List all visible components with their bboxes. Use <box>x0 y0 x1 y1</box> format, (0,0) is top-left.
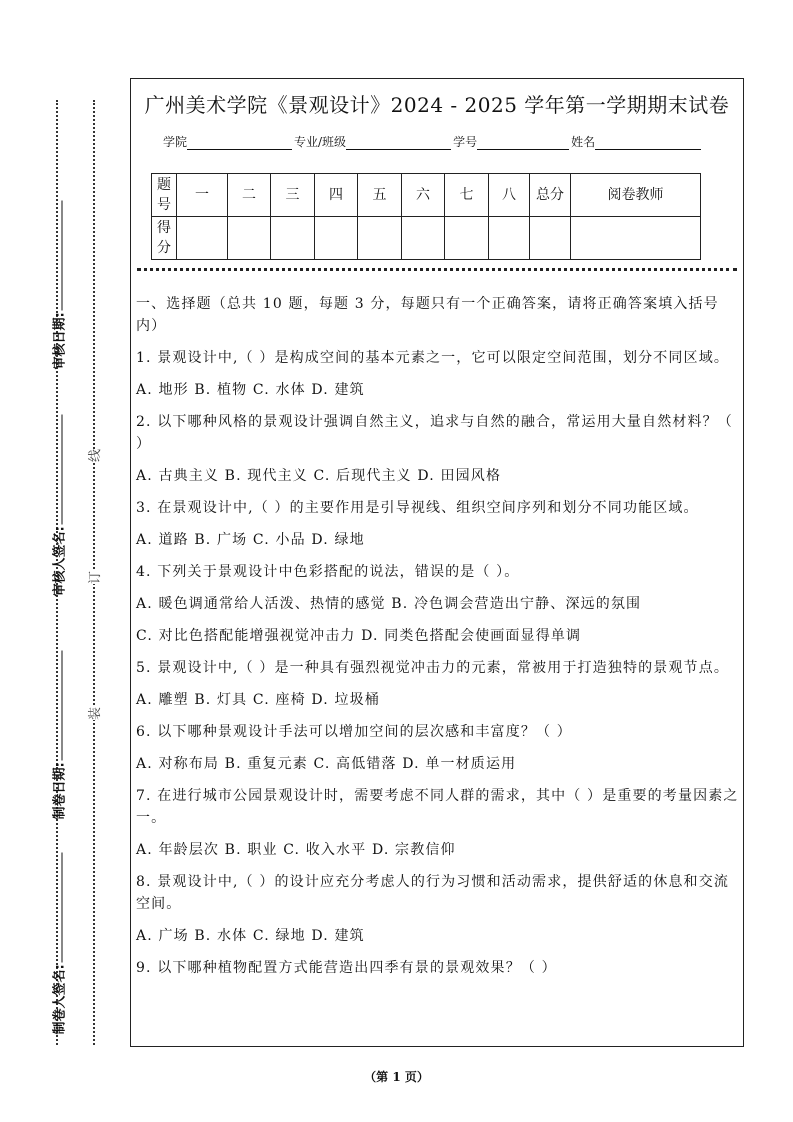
col-4: 四 <box>315 174 358 217</box>
college-blank[interactable] <box>187 136 292 150</box>
exam-title: 广州美术学院《景观设计》2024 - 2025 学年第一学期期末试卷 <box>144 93 730 117</box>
question-options: A. 暖色调通常给人活泼、热情的感觉 B. 冷色调会营造出宁静、深远的氛围 <box>136 596 642 612</box>
preparation-date-field <box>49 630 68 820</box>
score-cell[interactable] <box>530 217 571 260</box>
col-8: 八 <box>489 174 530 217</box>
page-number: （第 1 页） <box>364 1070 429 1084</box>
question-stem: 8. 景观设计中,（ ）的设计应充分考虑人的行为习惯和活动需求，提供舒适的休息和交流空间。 <box>136 874 730 912</box>
question-options: A. 地形 B. 植物 C. 水体 D. 建筑 <box>136 382 365 398</box>
question-options: A. 广场 B. 水体 C. 绿地 D. 建筑 <box>136 928 365 944</box>
question-stem: 1. 景观设计中,（ ）是构成空间的基本元素之一，它可以限定空间范围，划分不同区域。 <box>136 350 730 366</box>
score-cell[interactable] <box>315 217 358 260</box>
question-options: A. 古典主义 B. 现代主义 C. 后现代主义 D. 田园风格 <box>136 468 502 484</box>
student-id-label: 学号 <box>453 135 478 149</box>
col-grader: 阅卷教师 <box>571 174 701 217</box>
preparer-signature-field <box>49 845 68 1035</box>
major-class-blank[interactable] <box>346 136 451 150</box>
score-cell[interactable] <box>489 217 530 260</box>
question-stem: 2. 以下哪种风格的景观设计强调自然主义，追求与自然的融合，常运用大量自然材料？（ ） <box>136 414 733 452</box>
reviewer-signature-label: 审核人签名: <box>52 526 68 597</box>
score-table-score-row <box>152 217 701 260</box>
col-1: 一 <box>177 174 228 217</box>
score-label: 得分 <box>152 217 177 260</box>
question-options: A. 对称布局 B. 重复元素 C. 高低错落 D. 单一材质运用 <box>136 756 517 772</box>
score-cell[interactable] <box>445 217 489 260</box>
binding-mark-zhuang: 装 <box>84 707 103 720</box>
question-number-label: 题号 <box>152 174 177 217</box>
score-cell[interactable] <box>271 217 315 260</box>
question-options: C. 对比色搭配能增强视觉冲击力 D. 同类色搭配会使画面显得单调 <box>136 628 582 644</box>
score-cell[interactable] <box>571 217 701 260</box>
section-divider <box>137 268 737 271</box>
question-options: A. 雕塑 B. 灯具 C. 座椅 D. 垃圾桶 <box>136 692 380 708</box>
col-total: 总分 <box>530 174 571 217</box>
binding-mark-xian: 线 <box>84 449 103 462</box>
exam-page-frame <box>130 78 744 1047</box>
score-cell[interactable] <box>177 217 228 260</box>
col-5: 五 <box>358 174 402 217</box>
score-table-header-row <box>152 174 701 217</box>
section-heading: 一、选择题（总共 10 题，每题 3 分，每题只有一个正确答案，请将正确答案填入括号内） <box>136 296 719 334</box>
question-stem: 4. 下列关于景观设计中色彩搭配的说法，错误的是（ ）。 <box>136 564 520 580</box>
question-stem: 6. 以下哪种景观设计手法可以增加空间的层次感和丰富度？（ ） <box>136 724 572 740</box>
question-stem: 3. 在景观设计中,（ ）的主要作用是引导视线、组织空间序列和划分不同功能区域。 <box>136 500 699 516</box>
preparation-date-label: 制卷日期: <box>52 762 68 820</box>
col-3: 三 <box>271 174 315 217</box>
binding-mark-ding: 订 <box>84 571 103 584</box>
score-cell[interactable] <box>228 217 271 260</box>
question-stem: 9. 以下哪种植物配置方式能营造出四季有景的景观效果？（ ） <box>136 960 557 976</box>
student-info-row <box>163 133 703 150</box>
question-stem: 5. 景观设计中,（ ）是一种具有强烈视觉冲击力的元素，常被用于打造独特的景观节点。 <box>136 660 730 676</box>
college-label: 学院 <box>163 135 188 149</box>
student-id-blank[interactable] <box>477 136 569 150</box>
question-section <box>136 293 742 989</box>
review-date-label: 审核日期: <box>52 312 68 370</box>
question-options: A. 道路 B. 广场 C. 小品 D. 绿地 <box>136 532 365 548</box>
question-stem: 7. 在进行城市公园景观设计时，需要考虑不同人群的需求，其中（ ）是重要的考量因素之一。 <box>136 788 739 826</box>
col-2: 二 <box>228 174 271 217</box>
reviewer-signature-field <box>49 407 68 597</box>
name-label: 姓名 <box>571 135 596 149</box>
col-6: 六 <box>402 174 445 217</box>
score-table <box>151 173 701 260</box>
preparer-signature-label: 制卷人签名: <box>52 964 68 1035</box>
name-blank[interactable] <box>595 136 701 150</box>
major-class-label: 专业/班级 <box>294 135 347 149</box>
score-cell[interactable] <box>402 217 445 260</box>
score-cell[interactable] <box>358 217 402 260</box>
question-options: A. 年龄层次 B. 职业 C. 收入水平 D. 宗教信仰 <box>136 842 456 858</box>
review-date-field <box>49 180 68 370</box>
col-7: 七 <box>445 174 489 217</box>
